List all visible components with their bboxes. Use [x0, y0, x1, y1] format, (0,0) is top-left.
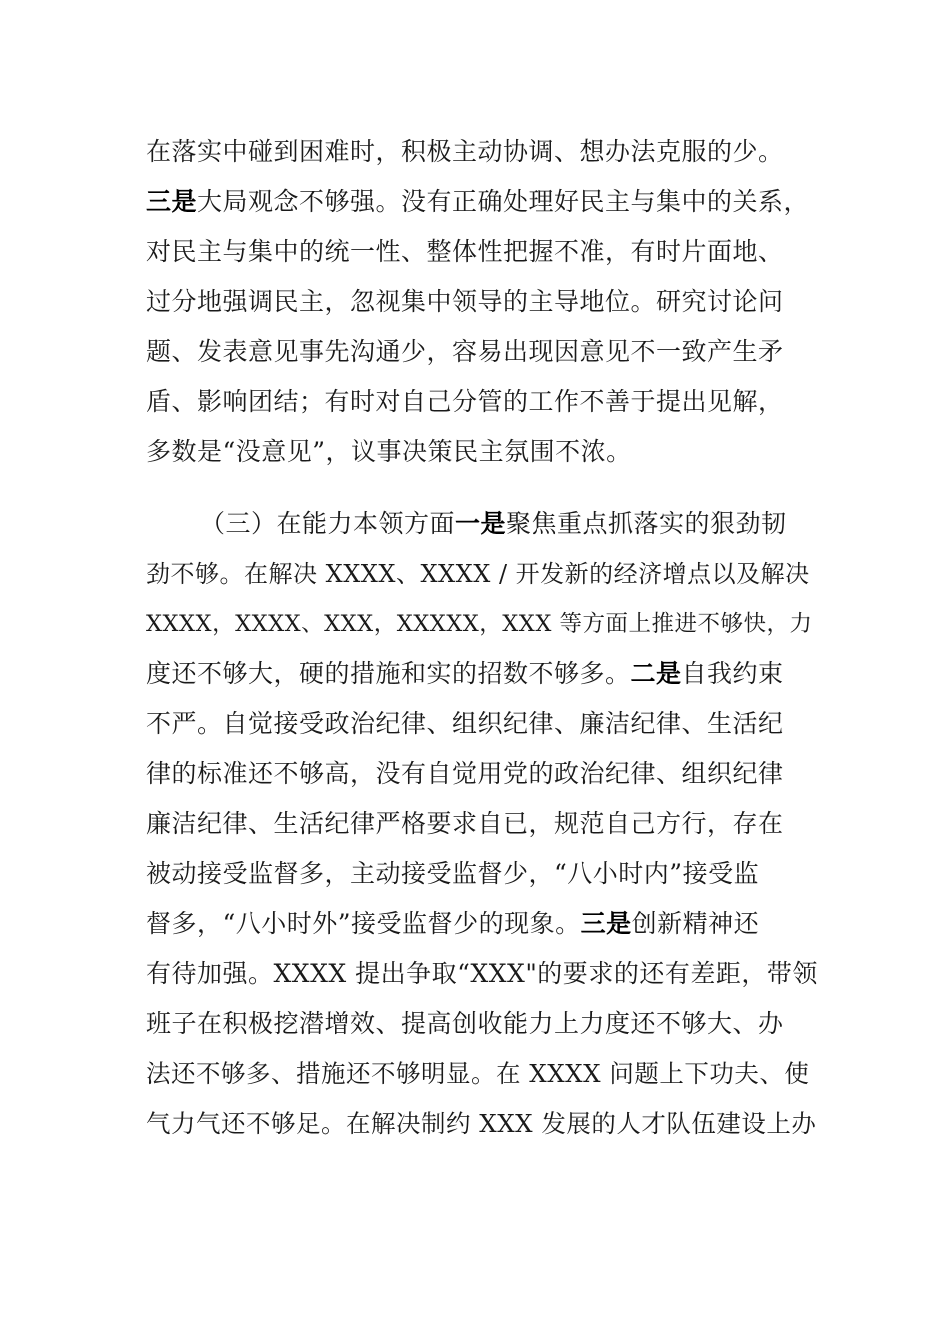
text-line [146, 435, 632, 469]
line-text: 法还不够多、措施还不够明显。在 XXXX 问题上下功夫、使 [146, 1059, 810, 1088]
line-text: XXXX，XXXX、XXX，XXXXX，XXX 等方面上推进不够快，力 [146, 611, 813, 637]
line-text: 创新精神还 [631, 909, 760, 938]
line-text: 劲不够。在解决 XXXX、XXXX / 开发新的经济增点以及解决 [146, 560, 810, 588]
line-text: 律的标准还不够高，没有自觉用党的政治纪律、组织纪律 [146, 759, 784, 788]
line-text: 度还不够大，硬的措施和实的招数不够多。 [146, 659, 631, 688]
line-text: 督多，“八小时外”接受监督少的现象。 [146, 909, 581, 938]
text-line [146, 557, 810, 591]
line-text: 自我约束 [681, 659, 784, 688]
text-line [146, 807, 784, 841]
line-text: 有待加强。XXXX 提出争取“XXX"的要求的还有差距，带领 [146, 959, 818, 988]
line-text: 盾、影响团结；有时对自己分管的工作不善于提出见解， [146, 387, 784, 416]
text-line [146, 757, 784, 791]
text-line [146, 957, 818, 991]
line-text: 大局观念不够强。没有正确处理好民主与集中的关系， [197, 187, 810, 216]
text-line [146, 185, 809, 219]
text-line [146, 285, 784, 319]
text-line [146, 1107, 816, 1141]
bold-lead-text: 三是 [146, 187, 198, 216]
line-text: 廉洁纪律、生活纪律严格要求自已，规范自己方行，存在 [146, 809, 784, 838]
text-line [146, 335, 784, 369]
text-line [146, 235, 784, 269]
text-line [146, 657, 784, 691]
line-text: 气力气还不够足。在解决制约 XXX 发展的人才队伍建设上办 [146, 1109, 817, 1138]
line-text: （三）在能力本领方面 [200, 509, 456, 538]
text-line [146, 607, 813, 641]
text-line [146, 1057, 809, 1091]
text-line [146, 135, 784, 169]
text-line [146, 385, 784, 419]
line-text: 在落实中碰到困难时，积极主动协调、想办法克服的少。 [146, 137, 784, 166]
line-text: 题、发表意见事先沟通少，容易出现因意见不一致产生矛 [146, 337, 784, 366]
text-line [146, 907, 759, 941]
line-text: 聚焦重点抓落实的狠劲韧 [506, 509, 787, 538]
line-text: 被动接受监督多，主动接受监督少，“八小时内”接受监 [146, 859, 760, 888]
line-text: 多数是“没意见”，议事决策民主氛围不浓。 [146, 437, 632, 466]
bold-lead-text: 一是 [455, 509, 507, 538]
line-text: 不严。自觉接受政治纪律、组织纪律、廉洁纪律、生活纪 [146, 709, 784, 738]
line-text: 过分地强调民主，忽视集中领导的主导地位。研究讨论问 [146, 287, 784, 316]
bold-lead-text: 二是 [630, 659, 682, 688]
text-line [146, 707, 784, 741]
bold-lead-text: 三是 [580, 909, 632, 938]
line-text: 班子在积极挖潜增效、提高创收能力上力度还不够大、办 [146, 1009, 784, 1038]
text-line [146, 1007, 784, 1041]
text-line [146, 857, 759, 891]
line-text: 对民主与集中的统一性、整体性把握不准，有时片面地、 [146, 237, 784, 266]
text-line [200, 507, 787, 541]
